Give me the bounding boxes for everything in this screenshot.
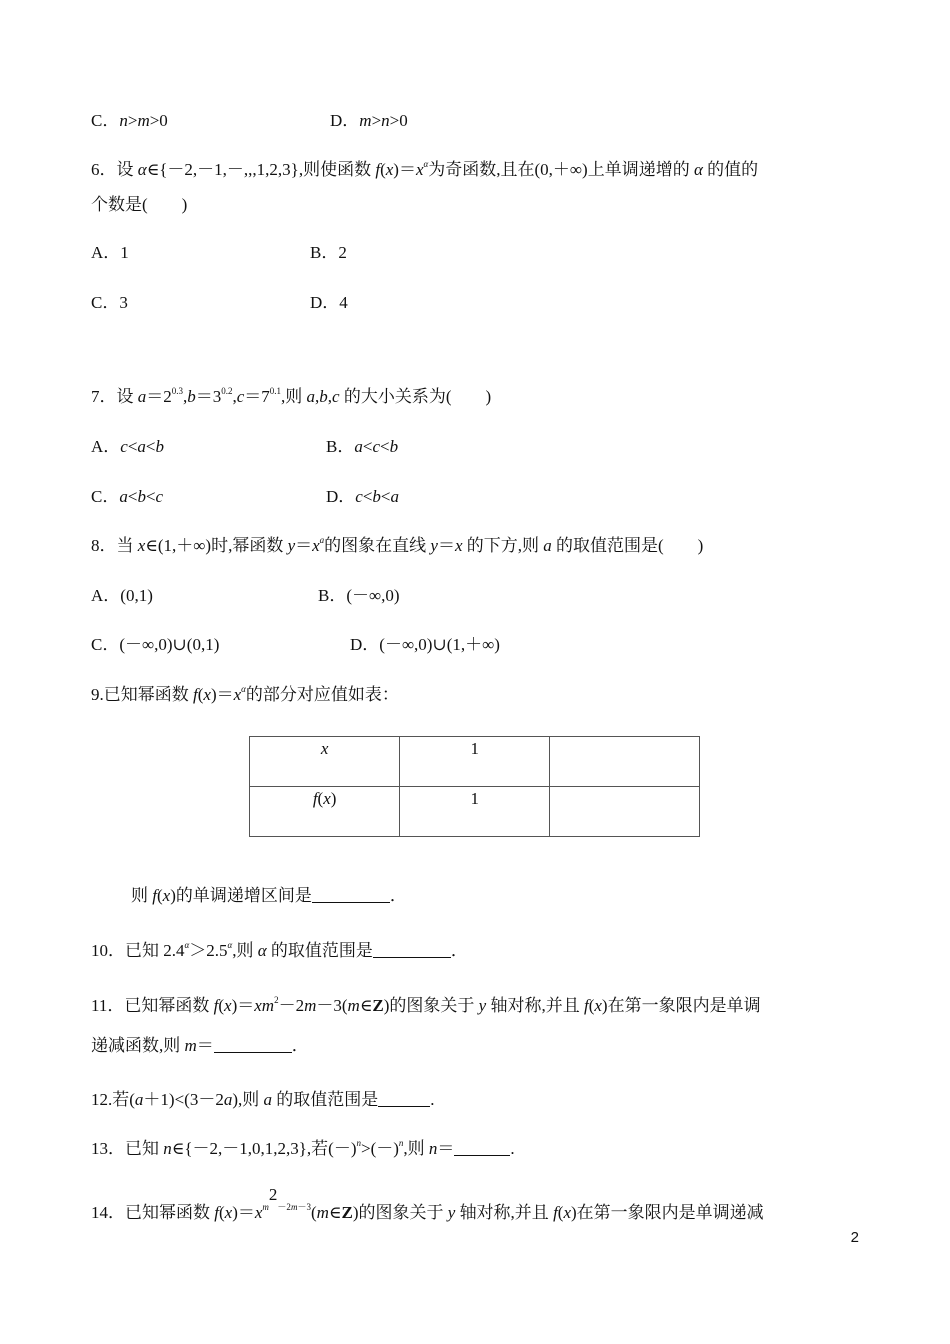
- q7-option-b: B．a<c<b: [326, 437, 399, 456]
- answer-blank[interactable]: [214, 1036, 292, 1053]
- q5-option-c: C．n>m>0: [91, 111, 168, 130]
- page-number: 2: [850, 1229, 859, 1246]
- table-row: [250, 737, 700, 787]
- q7-option-c: C．a<b<c: [91, 487, 164, 506]
- table-cell: 1: [400, 787, 550, 837]
- table-cell-x-label: x: [250, 737, 400, 787]
- q7-option-a: A．c<a<b: [91, 437, 165, 456]
- answer-blank[interactable]: [454, 1139, 510, 1156]
- q8-option-c: C．(－∞,0)∪(0,1): [91, 635, 220, 654]
- q7-option-d: D．c<b<a: [326, 487, 400, 506]
- q9-followup: 则 f(x)的单调递增区间是 ．: [131, 886, 407, 905]
- q8-option-a: A．(0,1): [91, 586, 153, 605]
- q6-option-a: A．1: [91, 243, 129, 262]
- q8-option-d: D．(－∞,0)∪(1,＋∞): [350, 635, 500, 654]
- q8-option-b: B．(－∞,0): [318, 586, 400, 605]
- table-cell-fx-label: f(x): [250, 787, 400, 837]
- q9-value-table: [249, 736, 700, 837]
- q11-stem-line1: 11．已知幂函数 $f(x)=xm^2-2m-3(m\in Z)$的图象关于 y 轴对称,并且 f(x)在第一象限内是单调: [91, 995, 761, 1015]
- answer-blank[interactable]: [312, 886, 390, 903]
- table-cell: 1: [400, 737, 550, 787]
- q8-stem: 8．当 x∈(1,＋∞)时,幂函数 $y=x^a$的图象在直线 y＝x 的下方,则 a 的取值范围是( ): [91, 535, 704, 555]
- q6-stem-line1: 6．设 α∈{－2,－1,－,,,1,2,3},则使函数 $f(x)=x^\alpha$为奇函数,且在(0,＋∞)上单调递增的 α 的值的: [91, 159, 759, 179]
- q12-stem: 12.若(a＋1)<(3－2a),则 a 的取值范围是 .: [91, 1090, 435, 1109]
- q7-stem: 7．设 $a=2^{0.3},b=3^{0.2},c=7^{0.1}$,则 a,b,c 的大小关系为( ): [91, 386, 492, 406]
- q6-option-d: D．4: [310, 293, 348, 312]
- table-row: [250, 787, 700, 837]
- q6-stem-line2: 个数是( ): [91, 195, 188, 214]
- answer-blank[interactable]: [378, 1090, 430, 1107]
- q10-stem: 10．已知 $2.4^\alpha>2.5^\alpha$,则 α 的取值范围是 ．: [91, 940, 468, 960]
- answer-blank[interactable]: [373, 941, 451, 958]
- q6-option-c: C．3: [91, 293, 128, 312]
- q13-stem: 13．已知 n∈{－2,－1,0,1,2,3},若$(-)^n>(-)^n$,则 n＝ .: [91, 1138, 515, 1158]
- table-cell: [550, 787, 700, 837]
- q5-option-d: D．m>n>0: [330, 111, 408, 130]
- table-cell: [550, 737, 700, 787]
- q14-stem: 14．已知幂函数 $f(x)=x^{m2-2m-3}(m\in Z)$的图象关于 y 轴对称,并且 f(x)在第一象限内是单调递减: [91, 1185, 764, 1222]
- q9-stem: 9.已知幂函数 $f(x)=x^\alpha$的部分对应值如表：: [91, 684, 399, 704]
- q6-option-b: B．2: [310, 243, 347, 262]
- q11-stem-line2: 递减函数,则 m＝ ．: [91, 1036, 309, 1055]
